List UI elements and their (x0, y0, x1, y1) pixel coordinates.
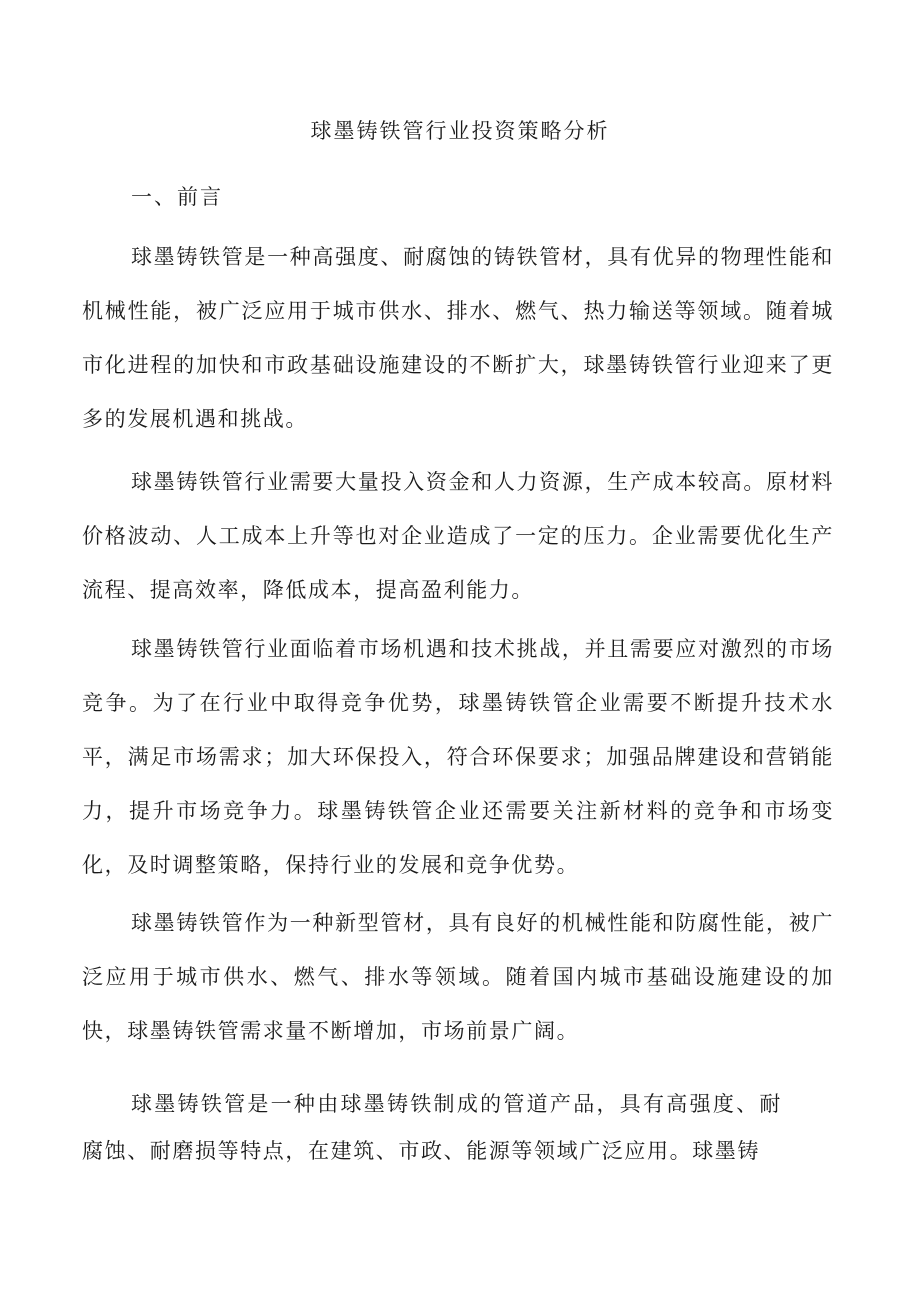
document-title: 球墨铸铁管行业投资策略分析 (310, 119, 610, 143)
paragraph: 球墨铸铁管是一种高强度、耐腐蚀的铸铁管材，具有优异的物理性能和机械性能，被广泛应用于城市供水、排水、燃气、热力输送等领域。随着城市化进程的加快和市政基础设施建设的不断扩大，球墨铸铁管行业迎来了更多的发展机遇和挑战。 (82, 245, 834, 431)
section-heading: 一、前言 (131, 185, 223, 209)
paragraph: 球墨铸铁管行业需要大量投入资金和人力资源，生产成本较高。原材料价格波动、人工成本上升等也对企业造成了一定的压力。企业需要优化生产流程、提高效率，降低成本，提高盈利能力。 (82, 470, 834, 602)
paragraph: 球墨铸铁管行业面临着市场机遇和技术挑战，并且需要应对激烈的市场竞争。为了在行业中取得竞争优势，球墨铸铁管企业需要不断提升技术水平，满足市场需求；加大环保投入，符合环保要求；加强品牌建设和营销能力，提升市场竞争力。球墨铸铁管企业还需要关注新材料的竞争和市场变化，及时调整策略，保持行业的发展和竞争优势。 (82, 637, 834, 877)
paragraph: 球墨铸铁管作为一种新型管材，具有良好的机械性能和防腐性能，被广泛应用于城市供水、燃气、排水等领域。随着国内城市基础设施建设的加快，球墨铸铁管需求量不断增加，市场前景广阔。 (82, 911, 834, 1043)
paragraph: 球墨铸铁管是一种由球墨铸铁制成的管道产品，具有高强度、耐腐蚀、耐磨损等特点，在建筑、市政、能源等领域广泛应用。球墨铸 (82, 1092, 782, 1163)
